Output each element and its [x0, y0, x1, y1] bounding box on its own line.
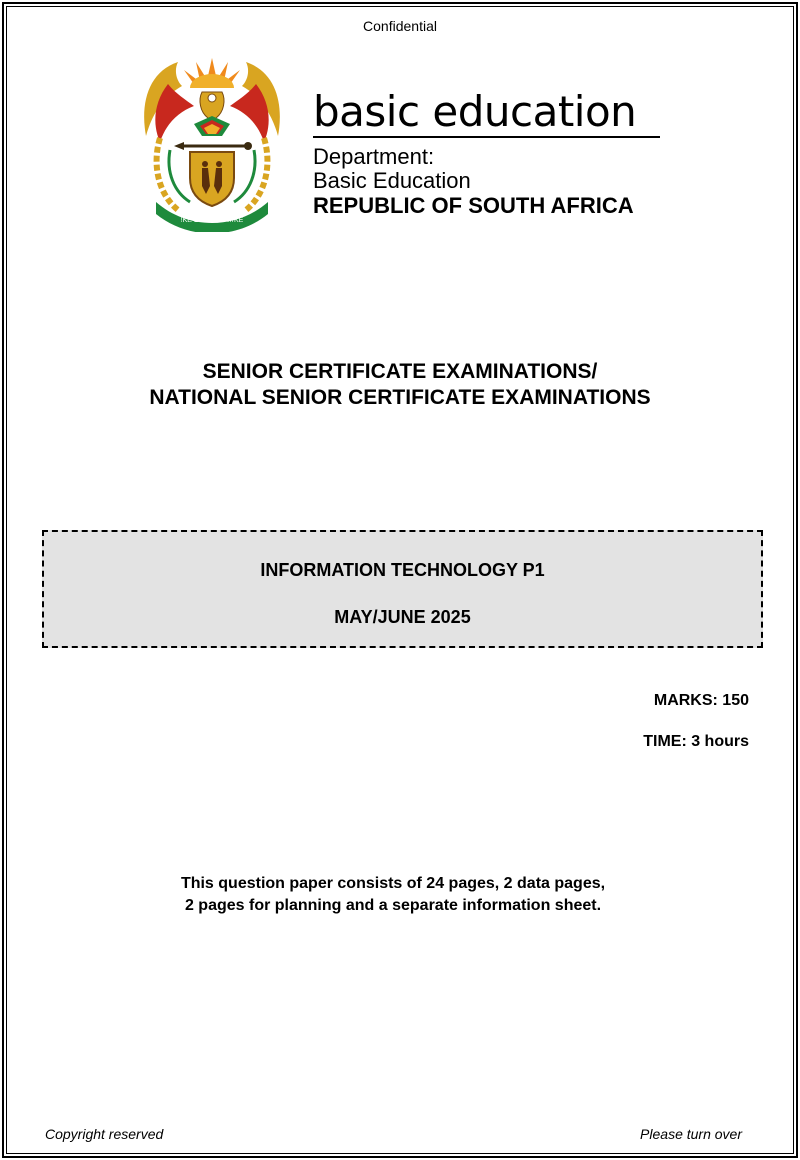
country-name: REPUBLIC OF SOUTH AFRICA [313, 193, 634, 218]
coat-of-arms-icon [138, 54, 286, 232]
footer-turn-over: Please turn over [640, 1126, 742, 1142]
exam-session: MAY/JUNE 2025 [334, 607, 471, 627]
composition-line-1: This question paper consists of 24 pages, 2 data pages, [180, 875, 606, 892]
brand-underline [313, 136, 660, 138]
department-label: Department: [313, 144, 435, 169]
exam-title-line-1: SENIOR CERTIFICATE EXAMINATIONS/ [202, 360, 598, 383]
subject-box [42, 530, 763, 648]
brand-wordmark: basic education [313, 87, 637, 136]
confidential-label: Confidential [363, 18, 437, 34]
subject-title: INFORMATION TECHNOLOGY P1 [260, 560, 545, 580]
footer-copyright: Copyright reserved [45, 1126, 164, 1142]
time-label: TIME: 3 hours [643, 733, 749, 750]
page-composition-note [0, 873, 786, 917]
department-name: Basic Education [313, 168, 471, 193]
crest-motto: !KE E: /XARRA //KE [180, 217, 244, 224]
composition-line-2: 2 pages for planning and a separate information sheet. [184, 897, 602, 914]
exam-title-line-2: NATIONAL SENIOR CERTIFICATE EXAMINATIONS [149, 386, 651, 409]
marks-label: MARKS: 150 [653, 692, 749, 709]
